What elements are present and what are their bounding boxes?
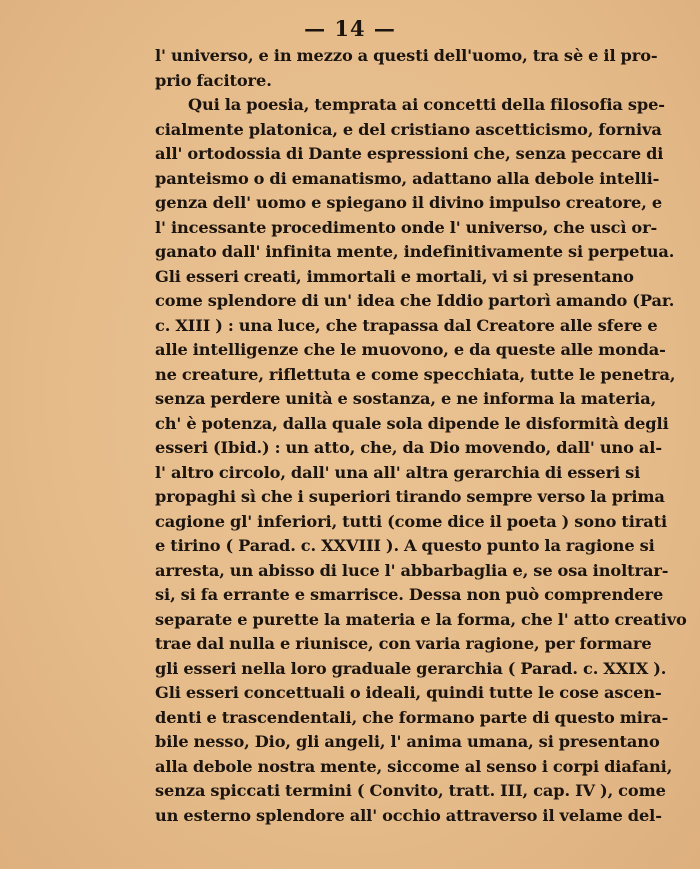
- text-line: all' ortodossia di Dante espressioni che, senza peccare di: [155, 144, 664, 163]
- text-line: Qui la poesia, temprata ai concetti della filosofia spe-: [188, 95, 665, 114]
- text-line: esseri (Ibid.) : un atto, che, da Dio movendo, dall' uno al-: [155, 438, 662, 457]
- text-line: alle intelligenze che le muovono, e da queste alle monda-: [155, 340, 666, 359]
- text-line: genza dell' uomo e spiegano il divino impulso creatore, e: [155, 193, 663, 212]
- text-line: un esterno splendore all' occhio attraverso il velame del-: [155, 805, 662, 825]
- text-line: bile nesso, Dio, gli angeli, l' anima umana, si presentano: [155, 732, 660, 751]
- text-line: e tirino ( Parad. c. XXVIII ). A questo punto la ragione si: [155, 536, 655, 555]
- text-line: alla debole nostra mente, siccome al senso i corpi diafani,: [155, 756, 673, 776]
- text-line: l' incessante procedimento onde l' universo, che uscì or-: [155, 217, 658, 237]
- text-line: c. XIII ) : una luce, che trapassa dal Creatore alle sfere e: [155, 315, 658, 335]
- text-line: ch' è potenza, dalla quale sola dipende le disformità degli: [155, 413, 669, 433]
- text-line: propaghi sì che i superiori tirando sempre verso la prima: [155, 487, 665, 506]
- text-line: senza spiccati termini ( Convito, tratt. III, cap. IV ), come: [155, 781, 666, 800]
- text-line: si, si fa errante e smarrisce. Dessa non può comprendere: [155, 585, 664, 604]
- text-line: panteismo o di emanatismo, adattano alla debole intelli-: [155, 168, 660, 188]
- text-line: denti e trascendentali, che formano parte di questo mira-: [155, 707, 669, 727]
- text-line: l' universo, e in mezzo a questi dell'uomo, tra sè e il pro-: [155, 46, 658, 65]
- text-line: arresta, un abisso di luce l' abbarbaglia e, se osa inoltrar-: [155, 560, 669, 580]
- text-line: cagione gl' inferiori, tutti (come dice il poeta ) sono tirati: [155, 511, 668, 531]
- page-number: — 14 —: [304, 16, 396, 41]
- text-line: ganato dall' infinita mente, indefinitivamente si perpetua.: [155, 242, 675, 261]
- text-line: Gli esseri concettuali o ideali, quindi tutte le cose ascen-: [155, 683, 662, 702]
- text-line: l' altro circolo, dall' una all' altra gerarchia di esseri si: [155, 462, 641, 482]
- text-line: gli esseri nella loro graduale gerarchia ( Parad. c. XXIX ).: [155, 658, 667, 678]
- text-line: ne creature, riflettuta e come specchiata, tutte le penetra,: [155, 364, 676, 384]
- text-line: trae dal nulla e riunisce, con varia ragione, per formare: [155, 634, 652, 653]
- text-line: Gli esseri creati, immortali e mortali, vi si presentano: [155, 266, 634, 286]
- text-line: come splendore di un' idea che Iddio partorì amando (Par.: [155, 291, 675, 310]
- text-line: cialmente platonica, e del cristiano ascetticismo, forniva: [155, 119, 662, 139]
- text-line: prio facitore.: [155, 70, 272, 90]
- text-line: senza perdere unità e sostanza, e ne informa la materia,: [155, 389, 657, 408]
- text-line: separate e purette la materia e la forma, che l' atto creativo: [155, 609, 687, 629]
- body-text: [155, 44, 687, 828]
